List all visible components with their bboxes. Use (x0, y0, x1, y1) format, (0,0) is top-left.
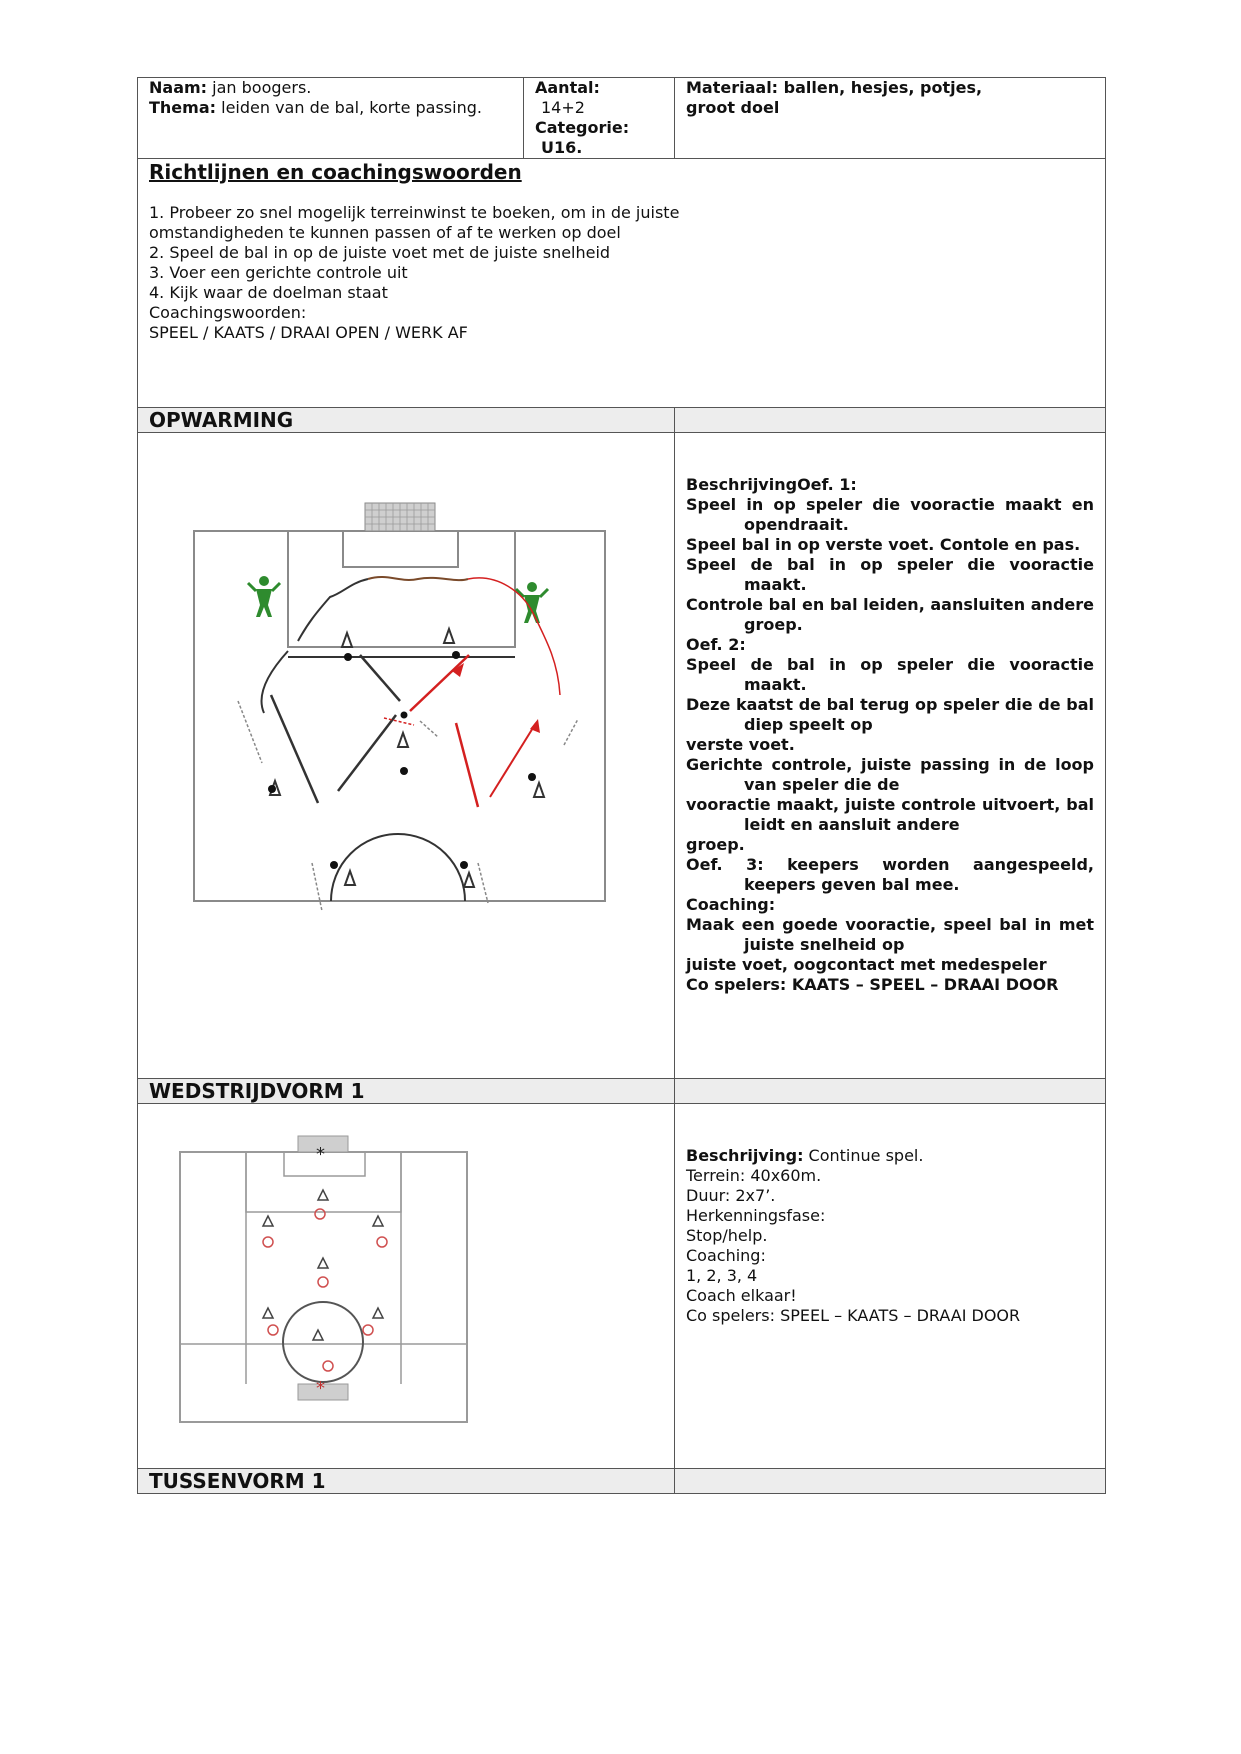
tussenvorm-title-cell (138, 1469, 675, 1494)
wed-line-4: Stop/help. (686, 1226, 768, 1245)
run-line-top (368, 577, 468, 580)
wedstrijdvorm-description (686, 1104, 1094, 1326)
pitch-outline (194, 531, 605, 901)
opw-line-3: Speel bal in op verste voet. Contole en pas. (686, 535, 1081, 554)
cone-icons (270, 629, 544, 887)
opwarming-band (138, 408, 1106, 433)
goal-area (343, 531, 458, 567)
pass-arrow-6 (490, 723, 536, 797)
guideline-1: 1. Probeer zo snel mogelijk terreinwinst te boeken, om in de juiste (149, 203, 680, 222)
aantal-cell (524, 78, 675, 159)
pass-arrow-11 (312, 863, 322, 911)
penalty-area (288, 531, 515, 647)
keeper-top-icon: * (316, 1144, 325, 1165)
wed-line-7: Coach elkaar! (686, 1286, 797, 1305)
naam-thema-cell (138, 78, 524, 159)
pass-arrow-5 (456, 723, 478, 807)
opw-line-17: Co spelers: KAATS – SPEEL – DRAAI DOOR (686, 975, 1059, 994)
wedstrijdvorm-title-cell (138, 1079, 675, 1104)
opw-line-10: Gerichte controle, juiste passing in de loop van speler die de (686, 755, 1094, 794)
wed-line-8: Co spelers: SPEEL – KAATS – DRAAI DOOR (686, 1306, 1021, 1325)
opw-line-16: juiste voet, oogcontact met medespeler (686, 955, 1047, 974)
tussenvorm-title: TUSSENVORM 1 (149, 1469, 326, 1493)
wedstrijdvorm-band-empty (675, 1079, 1106, 1104)
opwarming-description-cell (675, 433, 1106, 1079)
keeper-bottom-icon: * (316, 1378, 325, 1399)
opw-line-7: Speel de bal in op speler die vooractie maakt. (686, 655, 1094, 694)
guideline-4: 4. Kijk waar de doelman staat (149, 283, 388, 302)
wedstrijdvorm-content-row (138, 1104, 1106, 1469)
opwarming-description (686, 433, 1094, 995)
pass-arrow-9 (238, 701, 262, 763)
opwarming-content-row (138, 433, 1106, 1079)
categorie-value: U16. (541, 138, 583, 157)
pass-arrow-12 (478, 863, 488, 903)
thema-line (149, 98, 512, 118)
wed-line-3: Herkenningsfase: (686, 1206, 826, 1225)
naam-value: jan boogers. (207, 78, 312, 97)
run-line-left-top (298, 579, 368, 641)
naam-line (149, 78, 512, 98)
opw-line-6: Oef. 2: (686, 635, 746, 654)
header-row (138, 78, 1106, 159)
thema-label: Thema: (149, 98, 217, 117)
naam-label: Naam: (149, 78, 208, 97)
opwarming-band-empty (675, 408, 1106, 433)
wedstrijdvorm-description-cell (675, 1104, 1106, 1469)
wedstrijdvorm-title: WEDSTRIJDVORM 1 (149, 1079, 365, 1103)
ball-icons (268, 651, 536, 869)
pass-arrow-8 (420, 721, 438, 737)
opw-line-1: BeschrijvingOef. 1: (686, 475, 857, 494)
guidelines-row (138, 159, 1106, 408)
wedstrijdvorm-band (138, 1079, 1106, 1104)
center-arc (331, 834, 465, 901)
wed-line-5: Coaching: (686, 1246, 766, 1265)
opwarming-diagram-cell (138, 433, 675, 1079)
wed-line-2: Duur: 2x7’. (686, 1186, 776, 1205)
guideline-1b: omstandigheden te kunnen passen of af te werken op doel (149, 223, 621, 242)
tussenvorm-band (138, 1469, 1106, 1494)
wed-beschrijving-label: Beschrijving: (686, 1146, 804, 1165)
thema-value: leiden van de bal, korte passing. (216, 98, 482, 117)
materiaal-line-2: groot doel (686, 98, 780, 117)
opw-line-5: Controle bal en bal leiden, aansluiten andere groep. (686, 595, 1094, 634)
wed-line-6: 1, 2, 3, 4 (686, 1266, 758, 1285)
training-sheet (137, 77, 1106, 1494)
wedstrijdvorm-diagram (138, 1104, 675, 1468)
circle-players (263, 1209, 387, 1371)
opw-line-12: groep. (686, 835, 745, 854)
aantal-label: Aantal: (535, 78, 600, 97)
pass-arrow-10 (564, 719, 578, 745)
wed-beschrijving-value: Continue spel. (803, 1146, 924, 1165)
opwarming-title: OPWARMING (149, 408, 294, 432)
opw-line-15: Maak een goede vooractie, speel bal in met juiste snelheid op (686, 915, 1094, 954)
opwarming-title-cell (138, 408, 675, 433)
guidelines-title: Richtlijnen en coachingswoorden (149, 160, 522, 184)
opw-line-4: Speel de bal in op speler die vooractie maakt. (686, 555, 1094, 594)
coaching-label: Coachingswoorden: (149, 303, 307, 322)
pass-arrow-1 (360, 655, 400, 701)
guideline-3: 3. Voer een gerichte controle uit (149, 263, 408, 282)
opw-line-9: verste voet. (686, 735, 795, 754)
aantal-value: 14+2 (541, 98, 585, 117)
opw-line-8: Deze kaatst de bal terug op speler die de bal diep speelt op (686, 695, 1094, 734)
guidelines-cell (138, 159, 1106, 408)
opw-line-13: Oef. 3: keepers worden aangespeeld, keepers geven bal mee. (686, 855, 1094, 894)
keeper-right-icon (516, 582, 548, 623)
opw-line-14: Coaching: (686, 895, 776, 914)
opwarming-diagram (138, 433, 675, 1078)
materiaal-line-1: Materiaal: ballen, hesjes, potjes, (686, 78, 983, 97)
wedstrijdvorm-diagram-cell (138, 1104, 675, 1469)
pass-arrow-2 (410, 655, 469, 711)
wed-beschrijving (686, 1146, 1094, 1166)
center-circle (283, 1302, 363, 1382)
opw-line-11: vooractie maakt, juiste controle uitvoert, bal leidt en aansluit andere (686, 795, 1094, 834)
guideline-2: 2. Speel de bal in op de juiste voet met de juiste snelheid (149, 243, 611, 262)
materiaal-cell (675, 78, 1106, 159)
opw-line-2: Speel in op speler die vooractie maakt en opendraait. (686, 495, 1094, 534)
pass-arrow-3 (338, 715, 396, 791)
categorie-label: Categorie: (535, 118, 630, 137)
tussenvorm-band-empty (675, 1469, 1106, 1494)
coaching-words: SPEEL / KAATS / DRAAI OPEN / WERK AF (149, 323, 468, 342)
wed-line-1: Terrein: 40x60m. (686, 1166, 822, 1185)
keeper-left-icon (248, 576, 280, 617)
